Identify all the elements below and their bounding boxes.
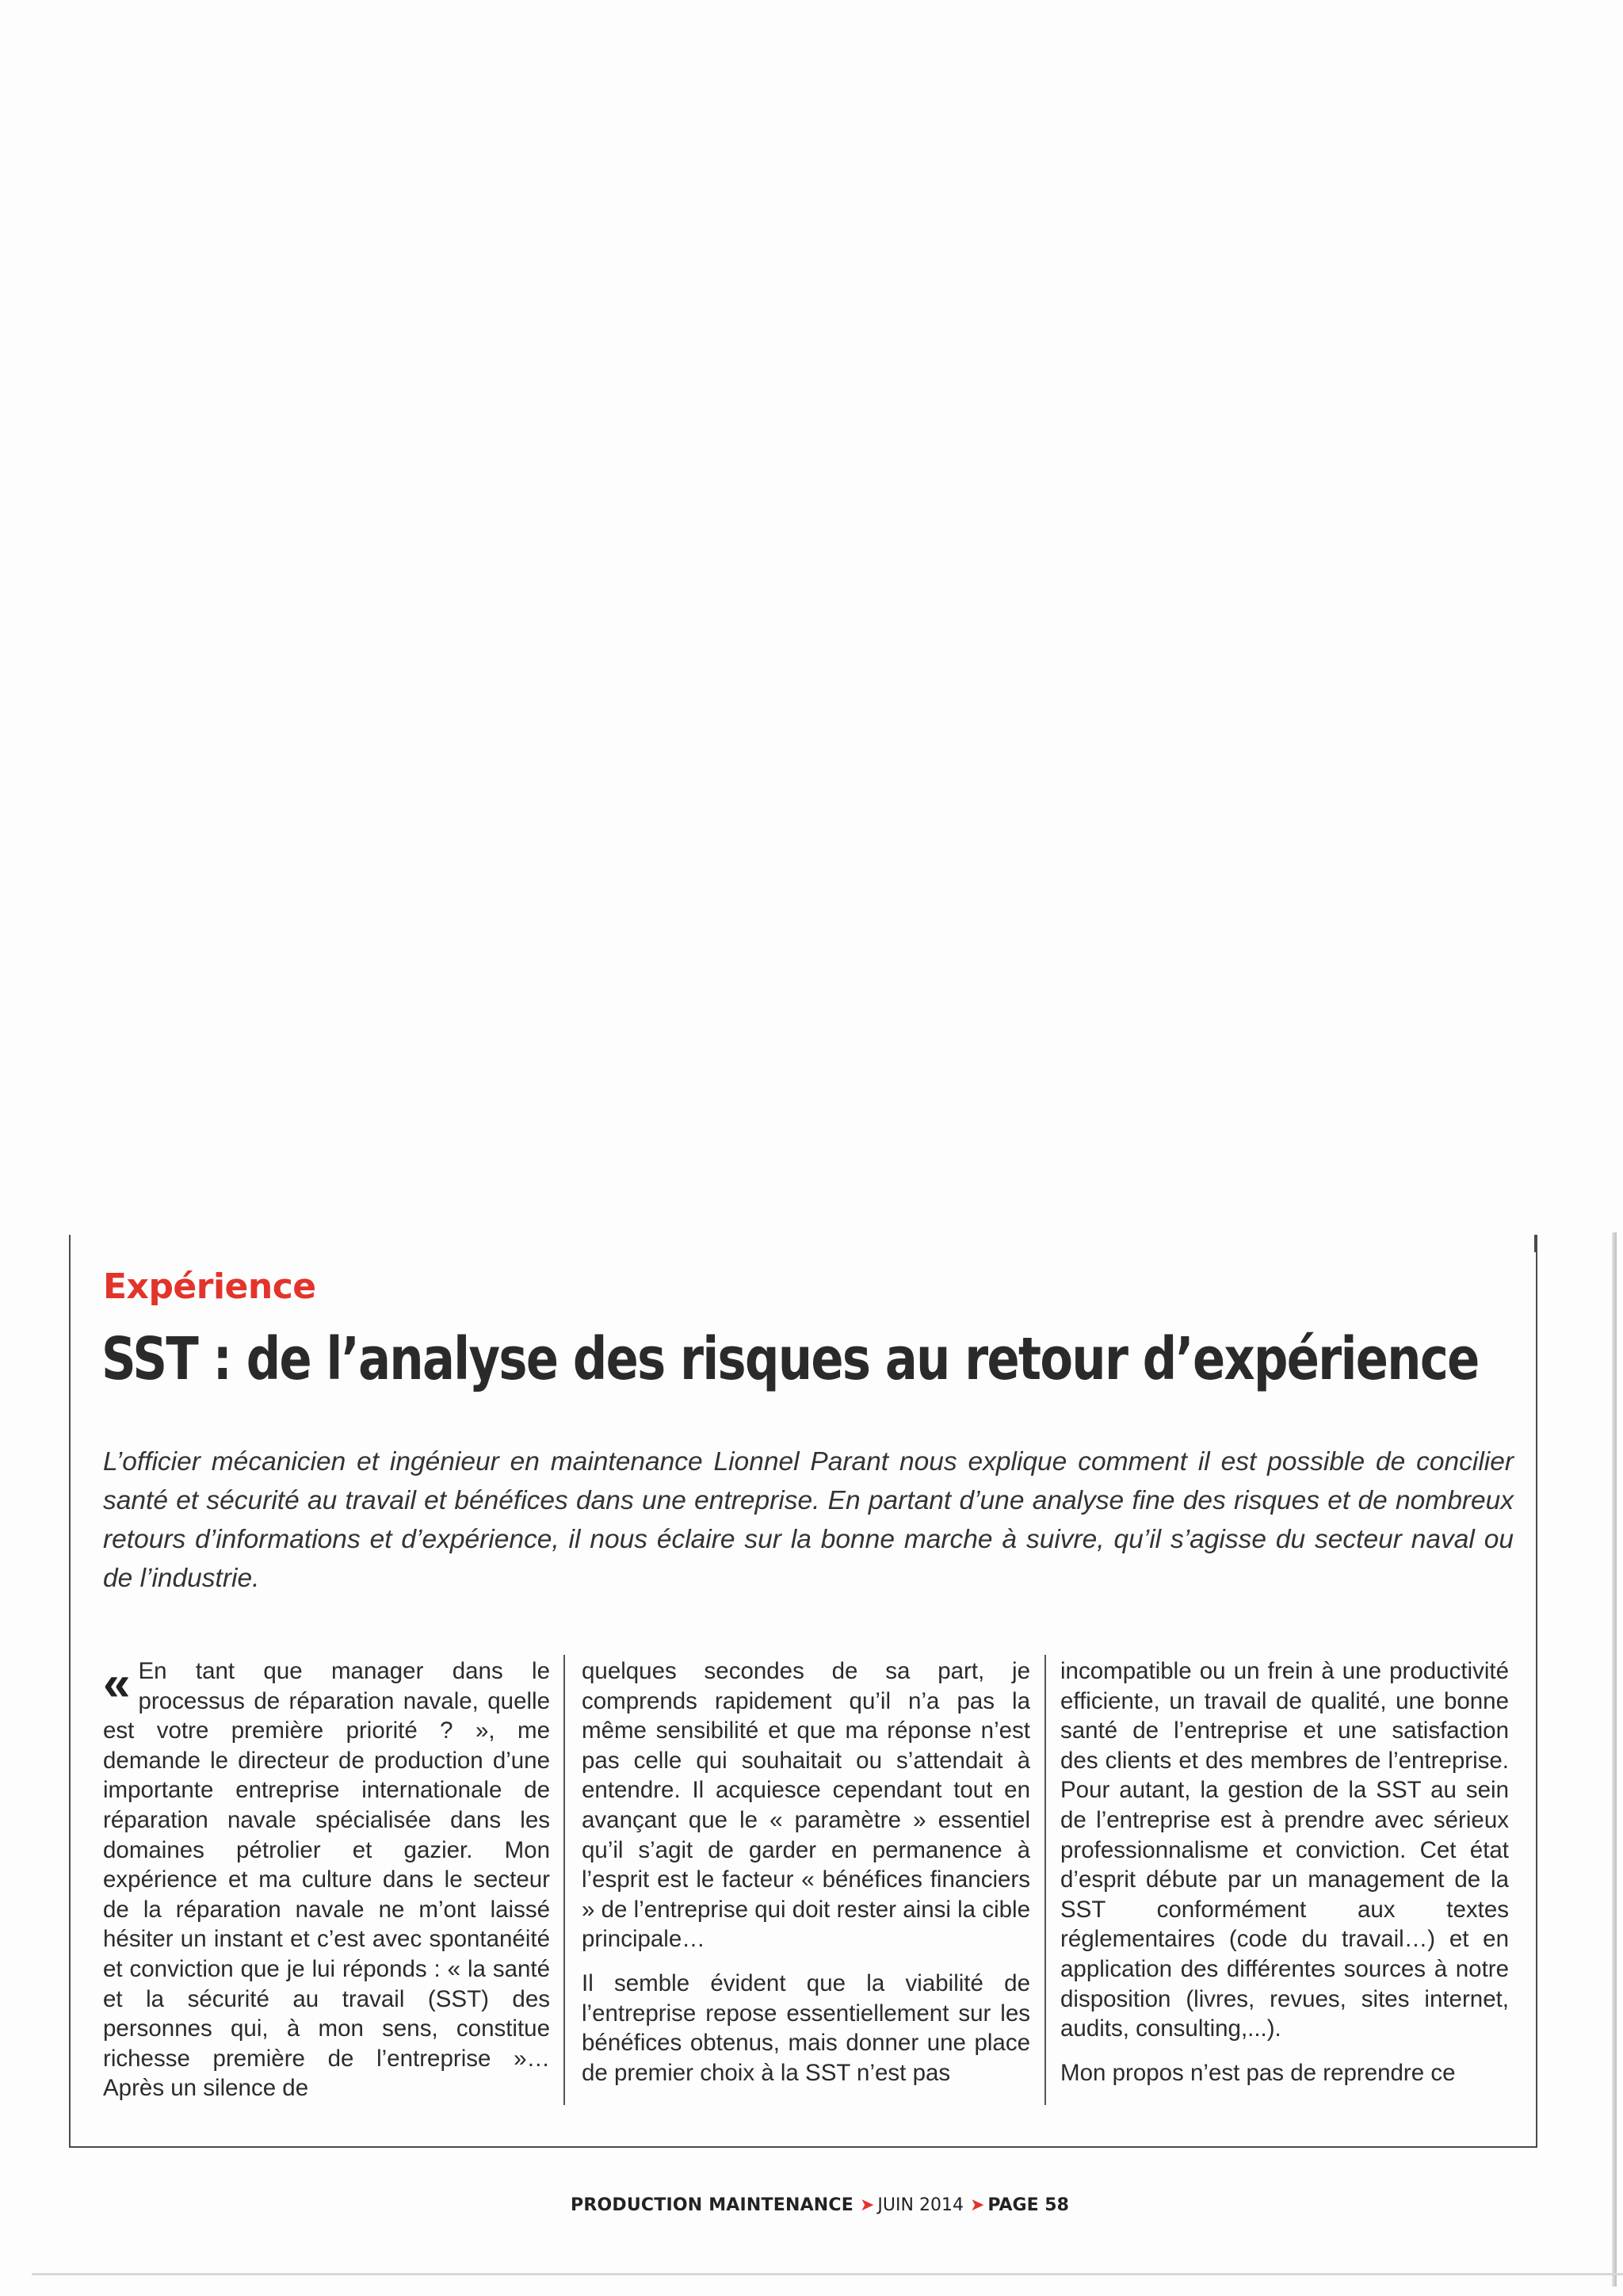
article-title: SST : de l’analyse des risques au retour d’expérience	[101, 1325, 1479, 1393]
arrow-icon: ➤	[859, 2195, 875, 2215]
body-column-1	[103, 1656, 550, 2116]
body-paragraph	[103, 1656, 550, 2103]
footer-date: JUIN 2014	[877, 2195, 964, 2215]
footer-publication: PRODUCTION MAINTENANCE	[571, 2195, 854, 2215]
column-divider	[563, 1655, 565, 2105]
body-paragraph: incompatible ou un frein à une productivité efficiente, un travail de qualité, une bonne santé de l’entreprise et une satisfaction des clients et des membres de l’entreprise. Pour autant, la gestion de la SST au sein de l’entreprise est à prendre avec sérieux professionnalisme et conviction. Cet état d’esprit débute par un management de la SST conformément aux textes réglementaires (code du travail…) et en application des différentes sources à notre disposition (livres, revues, sites internet, audits, consulting,...).	[1060, 1658, 1509, 2042]
opening-quote-mark: «	[103, 1656, 131, 1711]
footer-page-number: PAGE 58	[987, 2195, 1069, 2215]
paragraph-text: En tant que manager dans le processus de réparation navale, quelle est votre première priorité ? », me demande le directeur de production d’une importante entreprise internationale de réparation navale spécialisée dans les domaines pétrolier et gazier. Mon expérience et ma culture dans le secteur de la réparation navale ne m’ont laissé hésiter un instant et c’est avec spontanéité et conviction que je lui réponds : « la santé et la sécurité au travail (SST) des personnes qui, à mon sens, constitue richesse première de l’entreprise »… Après un silence de	[103, 1658, 550, 2102]
article-lede: L’officier mécanicien et ingénieur en maintenance Lionnel Parant nous explique comment il est possible de concilier santé et sécurité au travail et bénéfices dans une entreprise. En partant d’une analyse fine des risques et de nombreux retours d’informations et d’expérience, il nous éclaire sur la bonne marche à suivre, qu’il s’agisse du secteur naval ou de l’industrie.	[103, 1447, 1514, 1593]
frame-corner	[1534, 1235, 1536, 1252]
scan-edge-bottom	[32, 2273, 1623, 2275]
body-paragraph: quelques secondes de sa part, je comprends rapidement qu’il n’a pas la même sensibilité et que ma réponse n’est pas celle qui souhaitait ou s’attendait à entendre. Il acquiesce cependant tout en avançant que le « paramètre » essentiel qu’il s’agit de garder en permanence à l’esprit est le facteur « bénéfices financiers » de l’entreprise qui doit rester ainsi la cible principale…	[582, 1658, 1030, 1953]
arrow-icon: ➤	[969, 2195, 985, 2215]
article-rubric: Expérience	[103, 1266, 316, 1307]
page-footer	[571, 2195, 1125, 2215]
scan-edge-right	[1612, 1232, 1617, 2286]
column-divider	[1044, 1655, 1046, 2105]
body-paragraph: Mon propos n’est pas de reprendre ce	[1060, 2059, 1456, 2086]
body-column-3	[1060, 1656, 1509, 2116]
body-column-2	[582, 1656, 1030, 2116]
body-paragraph: Il semble évident que la viabilité de l’entreprise repose essentiellement sur les bénéfices obtenus, mais donner une place de premier choix à la SST n’est pas	[582, 1969, 1030, 2086]
